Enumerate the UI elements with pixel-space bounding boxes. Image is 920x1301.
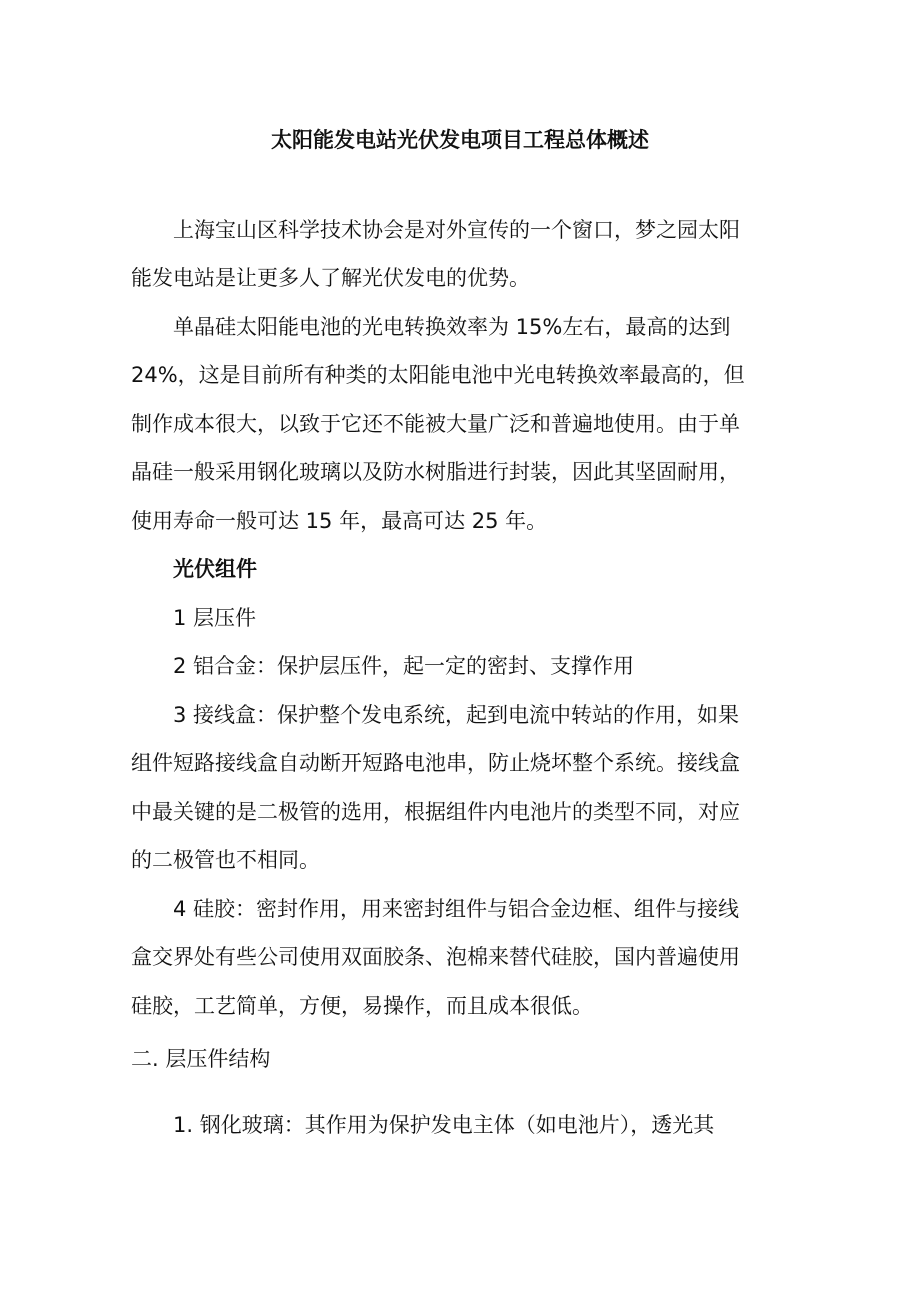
list-item: 1 层压件 — [173, 606, 257, 630]
paragraph-line: 24%，这是目前所有种类的太阳能电池中光电转换效率最高的，但 — [131, 363, 745, 387]
list-item: 2 铝合金：保护层压件，起一定的密封、支撑作用 — [173, 654, 635, 678]
list-item: 3 接线盒：保护整个发电系统，起到电流中转站的作用，如果 — [173, 703, 740, 727]
paragraph-line: 能发电站是让更多人了解光伏发电的优势。 — [131, 266, 530, 290]
paragraph-line: 盒交界处有些公司使用双面胶条、泡棉来替代硅胶，国内普遍使用 — [131, 945, 740, 969]
paragraph-line: 使用寿命一般可达 15 年，最高可达 25 年。 — [131, 509, 548, 533]
document-title: 太阳能发电站光伏发电项目工程总体概述 — [271, 128, 649, 152]
paragraph-line: 单晶硅太阳能电池的光电转换效率为 15%左右，最高的达到 — [173, 315, 731, 339]
list-item: 1. 钢化玻璃：其作用为保护发电主体（如电池片），透光其 — [173, 1113, 715, 1137]
paragraph-line: 制作成本很大，以致于它还不能被大量广泛和普遍地使用。由于单 — [131, 412, 740, 436]
paragraph-line: 上海宝山区科学技术协会是对外宣传的一个窗口，梦之园太阳 — [173, 218, 740, 242]
list-item: 4 硅胶：密封作用，用来密封组件与铝合金边框、组件与接线 — [173, 897, 740, 921]
paragraph-line: 晶硅一般采用钢化玻璃以及防水树脂进行封装，因此其坚固耐用， — [131, 460, 740, 484]
paragraph-line: 组件短路接线盒自动断开短路电池串，防止烧坏整个系统。接线盒 — [131, 751, 740, 775]
paragraph-line: 的二极管也不相同。 — [131, 848, 320, 872]
section-heading: 光伏组件 — [173, 557, 257, 581]
section-heading: 二. 层压件结构 — [131, 1047, 271, 1071]
paragraph-line: 中最关键的是二极管的选用，根据组件内电池片的类型不同，对应 — [131, 800, 740, 824]
paragraph-line: 硅胶，工艺简单，方便，易操作，而且成本很低。 — [131, 994, 593, 1018]
